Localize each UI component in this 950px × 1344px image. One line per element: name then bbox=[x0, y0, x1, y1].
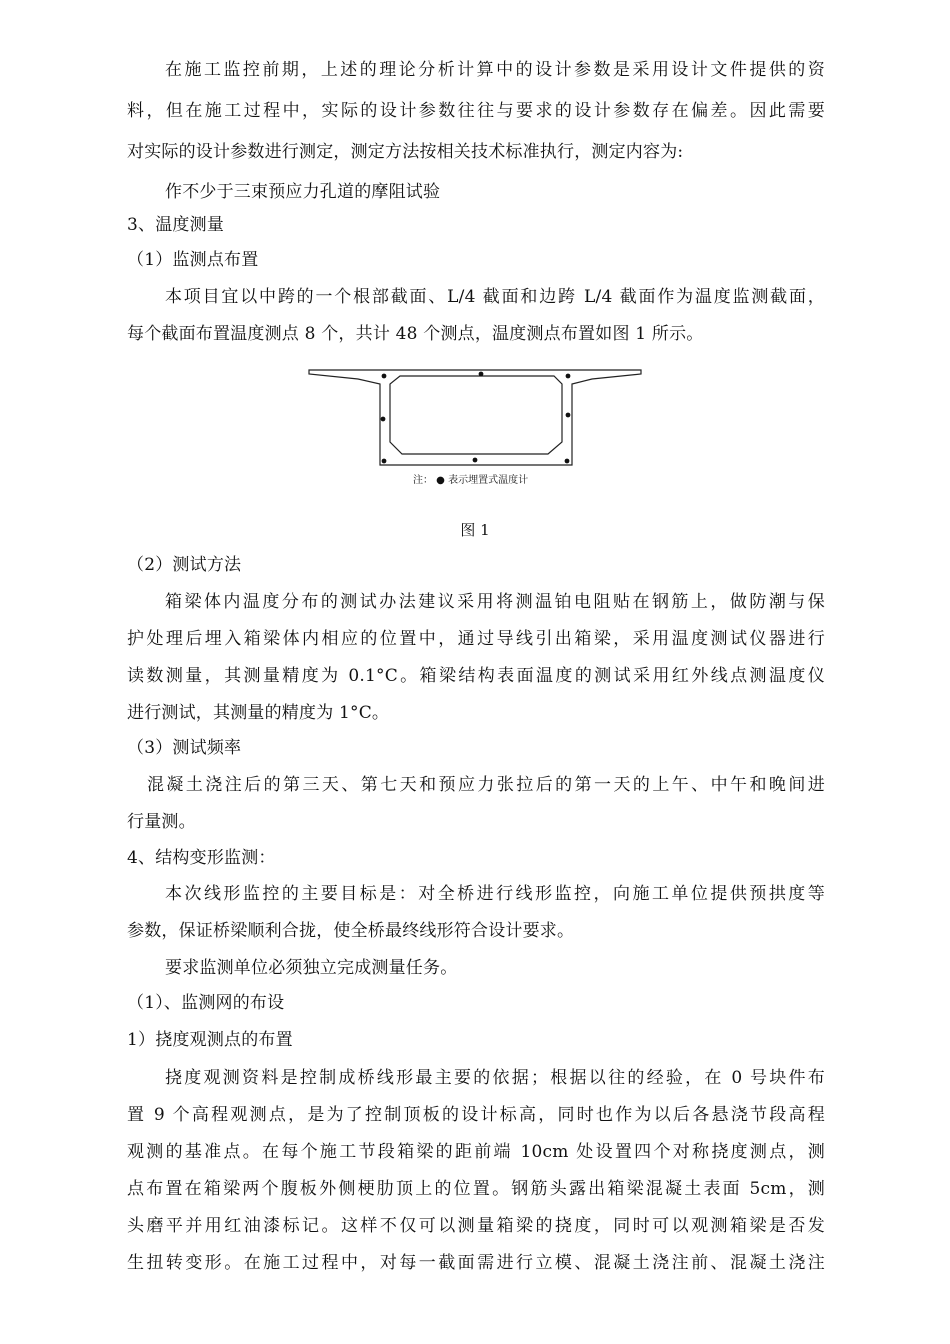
paragraph-line: 混凝土浇注后的第三天、第七天和预应力张拉后的第一天的上午、中午和晚间进 bbox=[147, 775, 825, 795]
paragraph-line: 在施工监控前期，上述的理论分析计算中的设计参数是采用设计文件提供的资 bbox=[165, 60, 825, 80]
paragraph-line: 观测的基准点。在每个施工节段箱梁的距前端 10cm 处设置四个对称挠度测点，测 bbox=[127, 1142, 825, 1162]
section-heading: 4、结构变形监测： bbox=[127, 848, 276, 868]
gauge-dot bbox=[381, 417, 386, 422]
paragraph-line: 要求监测单位必须独立完成测量任务。 bbox=[165, 958, 458, 978]
subsection-heading: 1）挠度观测点的布置 bbox=[127, 1030, 293, 1050]
paragraph-line: 参数，保证桥梁顺利合拢，使全桥最终线形符合设计要求。 bbox=[127, 921, 575, 941]
paragraph-line: 置 9 个高程观测点，是为了控制顶板的设计标高，同时也作为以后各悬浇节段高程 bbox=[127, 1105, 825, 1125]
paragraph-line: 作不少于三束预应力孔道的摩阻试验 bbox=[165, 182, 441, 202]
subsection-heading: （3）测试频率 bbox=[127, 738, 242, 758]
paragraph-line: 护处理后埋入箱梁体内相应的位置中，通过导线引出箱梁，采用温度测试仪器进行 bbox=[127, 629, 825, 649]
paragraph-line: 头磨平并用红油漆标记。这样不仅可以测量箱梁的挠度，同时可以观测箱梁是否发 bbox=[127, 1216, 825, 1236]
paragraph-line: 每个截面布置温度测点 8 个，共计 48 个测点，温度测点布置如图 1 所示。 bbox=[127, 324, 704, 344]
figure-note: 注： ● 表示埋置式温度计 bbox=[413, 475, 529, 486]
girder-outline bbox=[309, 370, 641, 465]
paragraph-line: 进行测试，其测量的精度为 1°C。 bbox=[127, 703, 390, 723]
gauge-dot bbox=[382, 374, 387, 379]
gauge-dot bbox=[479, 372, 484, 377]
gauge-dot bbox=[566, 413, 571, 418]
paragraph-line: 本次线形监控的主要目标是：对全桥进行线形监控，向施工单位提供预拱度等 bbox=[165, 884, 825, 904]
paragraph-line: 料，但在施工过程中，实际的设计参数往往与要求的设计参数存在偏差。因此需要 bbox=[127, 101, 825, 121]
gauge-dot bbox=[473, 458, 478, 463]
gauge-dot bbox=[566, 374, 571, 379]
paragraph-line: 读数测量，其测量精度为 0.1°C。箱梁结构表面温度的测试采用红外线点测温度仪 bbox=[127, 666, 825, 686]
paragraph-line: 行量测。 bbox=[127, 812, 196, 832]
paragraph-line: 本项目宜以中跨的一个根部截面、L/4 截面和边跨 L/4 截面作为温度监测截面， bbox=[165, 287, 825, 307]
subsection-heading: （1）、监测网的布设 bbox=[127, 993, 285, 1013]
paragraph-line: 对实际的设计参数进行测定，测定方法按相关技术标准执行，测定内容为: bbox=[127, 142, 684, 162]
paragraph-line: 箱梁体内温度分布的测试办法建议采用将测温铂电阻贴在钢筋上，做防潮与保 bbox=[165, 592, 825, 612]
figure-caption: 图 1 bbox=[460, 521, 490, 539]
subsection-heading: （1）监测点布置 bbox=[127, 250, 259, 270]
box-girder-section-figure bbox=[300, 362, 650, 492]
gauge-dot bbox=[565, 459, 570, 464]
paragraph-line: 生扭转变形。在施工过程中，对每一截面需进行立模、混凝土浇注前、混凝土浇注 bbox=[127, 1253, 825, 1273]
gauge-dot bbox=[382, 459, 387, 464]
subsection-heading: （2）测试方法 bbox=[127, 555, 242, 575]
section-heading: 3、温度测量 bbox=[127, 215, 225, 235]
paragraph-line: 挠度观测资料是控制成桥线形最主要的依据；根据以往的经验，在 0 号块件布 bbox=[165, 1068, 825, 1088]
girder-inner-cell bbox=[390, 376, 562, 454]
paragraph-line: 点布置在箱梁两个腹板外侧梗肋顶上的位置。钢筋头露出箱梁混凝土表面 5cm，测 bbox=[127, 1179, 825, 1199]
temperature-gauge-dots bbox=[381, 372, 571, 464]
